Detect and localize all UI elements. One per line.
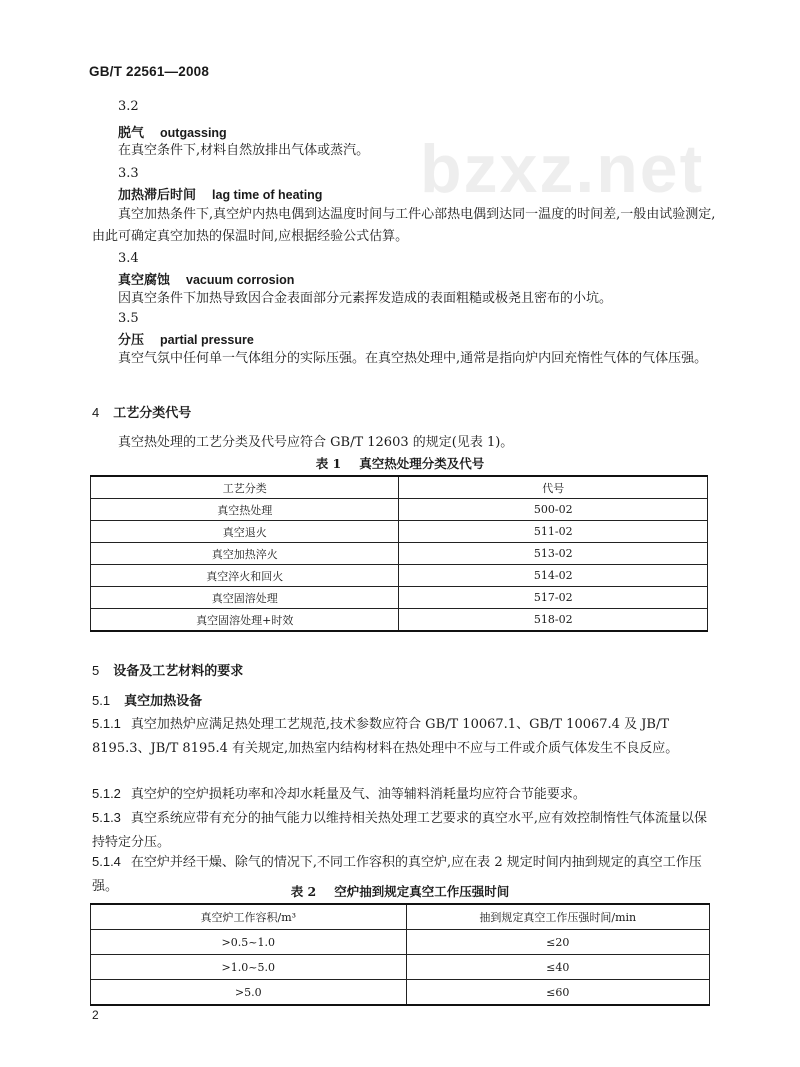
section-4-heading bbox=[92, 402, 191, 421]
section-5-heading bbox=[92, 660, 243, 679]
clause-text: 在空炉并经干燥、除气的情况下,不同工作容积的真空炉,应在表 2 规定时间内抽到规定的真空工作压强。 bbox=[92, 855, 702, 894]
term-english: vacuum corrosion bbox=[186, 273, 295, 287]
term-definition: 因真空条件下加热导致因合金表面部分元素挥发造成的表面粗糙或极尧且密布的小坑。 bbox=[118, 291, 613, 306]
table-cell: 500-02 bbox=[399, 499, 708, 521]
section-number: 5 bbox=[92, 663, 100, 678]
clause-number: 5.1.3 bbox=[92, 810, 121, 825]
term-definition: 在真空条件下,材料自然放排出气体或蒸汽。 bbox=[118, 143, 370, 158]
table-row bbox=[91, 543, 708, 565]
table-2 bbox=[90, 903, 710, 1006]
clause-text: 真空加热炉应满足热处理工艺规范,技术参数应符合 GB/T 10067.1、GB/T 10067.4 及 JB/T 8195.3、JB/T 8195.4 有关规定,加热室内结构材料在热处理中不应与工件或介质气体发生不良反应。 bbox=[92, 717, 679, 756]
caption-number: 表 2 bbox=[290, 884, 317, 899]
table-cell: 真空加热淬火 bbox=[91, 543, 399, 565]
watermark: bzxz.net bbox=[420, 131, 705, 207]
term-chinese: 脱气 bbox=[118, 126, 145, 141]
subsection-title: 真空加热设备 bbox=[124, 694, 203, 709]
term-chinese: 真空腐蚀 bbox=[118, 273, 171, 288]
table-row bbox=[91, 609, 708, 632]
clause-number: 5.1.1 bbox=[92, 716, 121, 731]
table-cell: 真空固溶处理 bbox=[91, 587, 399, 609]
term-number: 3.4 bbox=[118, 251, 139, 266]
table-row bbox=[91, 565, 708, 587]
table-row bbox=[91, 499, 708, 521]
caption-text: 空炉抽到规定真空工作压强时间 bbox=[334, 884, 510, 899]
table-2-caption bbox=[90, 882, 710, 900]
table-cell: 518-02 bbox=[399, 609, 708, 632]
table-cell: ≤40 bbox=[406, 955, 709, 980]
table-header-cell: 工艺分类 bbox=[91, 476, 399, 499]
table-row bbox=[91, 930, 710, 955]
clause-text: 真空炉的空炉损耗功率和冷却水耗量及气、油等辅料消耗量均应符合节能要求。 bbox=[130, 787, 586, 802]
table-cell: 真空固溶处理+时效 bbox=[91, 609, 399, 632]
table-cell: 511-02 bbox=[399, 521, 708, 543]
standard-header: GB/T 22561—2008 bbox=[89, 64, 210, 79]
subsection-5-1-heading bbox=[92, 690, 202, 709]
table-cell: >5.0 bbox=[91, 980, 407, 1006]
page-number: 2 bbox=[92, 1008, 99, 1022]
clause-number: 5.1.4 bbox=[92, 854, 121, 869]
table-row bbox=[91, 521, 708, 543]
table-cell: 真空热处理 bbox=[91, 499, 399, 521]
table-header-cell: 抽到规定真空工作压强时间/min bbox=[406, 904, 709, 930]
section-title: 设备及工艺材料的要求 bbox=[113, 664, 244, 679]
section-4-paragraph: 真空热处理的工艺分类及代号应符合 GB/T 12603 的规定(见表 1)。 bbox=[118, 435, 514, 450]
table-cell: ≤60 bbox=[406, 980, 709, 1006]
table-cell: >1.0~5.0 bbox=[91, 955, 407, 980]
table-header-cell: 真空炉工作容积/m³ bbox=[91, 904, 407, 930]
table-header-cell: 代号 bbox=[399, 476, 708, 499]
term-english: partial pressure bbox=[160, 333, 254, 347]
term-heading bbox=[118, 269, 294, 288]
term-english: outgassing bbox=[160, 126, 227, 140]
term-english: lag time of heating bbox=[212, 188, 323, 202]
table-cell: 真空淬火和回火 bbox=[91, 565, 399, 587]
term-chinese: 分压 bbox=[118, 333, 145, 348]
table-cell: >0.5~1.0 bbox=[91, 930, 407, 955]
clause-5-1-3 bbox=[92, 806, 718, 855]
table-cell: ≤20 bbox=[406, 930, 709, 955]
table-cell: 真空退火 bbox=[91, 521, 399, 543]
clause-5-1-1 bbox=[92, 712, 718, 761]
table-header-row bbox=[91, 476, 708, 499]
term-heading bbox=[118, 122, 227, 141]
subsection-number: 5.1 bbox=[92, 693, 111, 708]
table-header-row bbox=[91, 904, 710, 930]
term-number: 3.3 bbox=[118, 166, 139, 181]
table-cell: 513-02 bbox=[399, 543, 708, 565]
table-row bbox=[91, 587, 708, 609]
caption-text: 真空热处理分类及代号 bbox=[359, 456, 485, 471]
table-cell: 514-02 bbox=[399, 565, 708, 587]
clause-text: 真空系统应带有充分的抽气能力以维持相关热处理工艺要求的真空水平,应有效控制惰性气体流量以保持特定分压。 bbox=[92, 811, 708, 850]
clause-5-1-2 bbox=[92, 782, 718, 807]
term-number: 3.2 bbox=[118, 99, 139, 114]
term-heading bbox=[118, 184, 322, 203]
term-definition: 真空气氛中任何单一气体组分的实际压强。在真空热处理中,通常是指向炉内回充惰性气体的气体压强。 bbox=[118, 351, 708, 366]
term-number: 3.5 bbox=[118, 311, 139, 326]
term-heading bbox=[118, 329, 254, 348]
term-definition: 真空加热条件下,真空炉内热电偶到达温度时间与工件心部热电偶到达同一温度的时间差,一般由试验测定,由此可确定真空加热的保温时间,应根据经验公式估算。 bbox=[92, 207, 716, 244]
term-chinese: 加热滞后时间 bbox=[118, 188, 197, 203]
table-row bbox=[91, 955, 710, 980]
table-1 bbox=[90, 475, 708, 632]
section-number: 4 bbox=[92, 405, 100, 420]
table-cell: 517-02 bbox=[399, 587, 708, 609]
caption-number: 表 1 bbox=[315, 456, 342, 471]
table-1-caption bbox=[90, 454, 710, 472]
section-title: 工艺分类代号 bbox=[113, 406, 192, 421]
table-row bbox=[91, 980, 710, 1006]
clause-number: 5.1.2 bbox=[92, 786, 121, 801]
